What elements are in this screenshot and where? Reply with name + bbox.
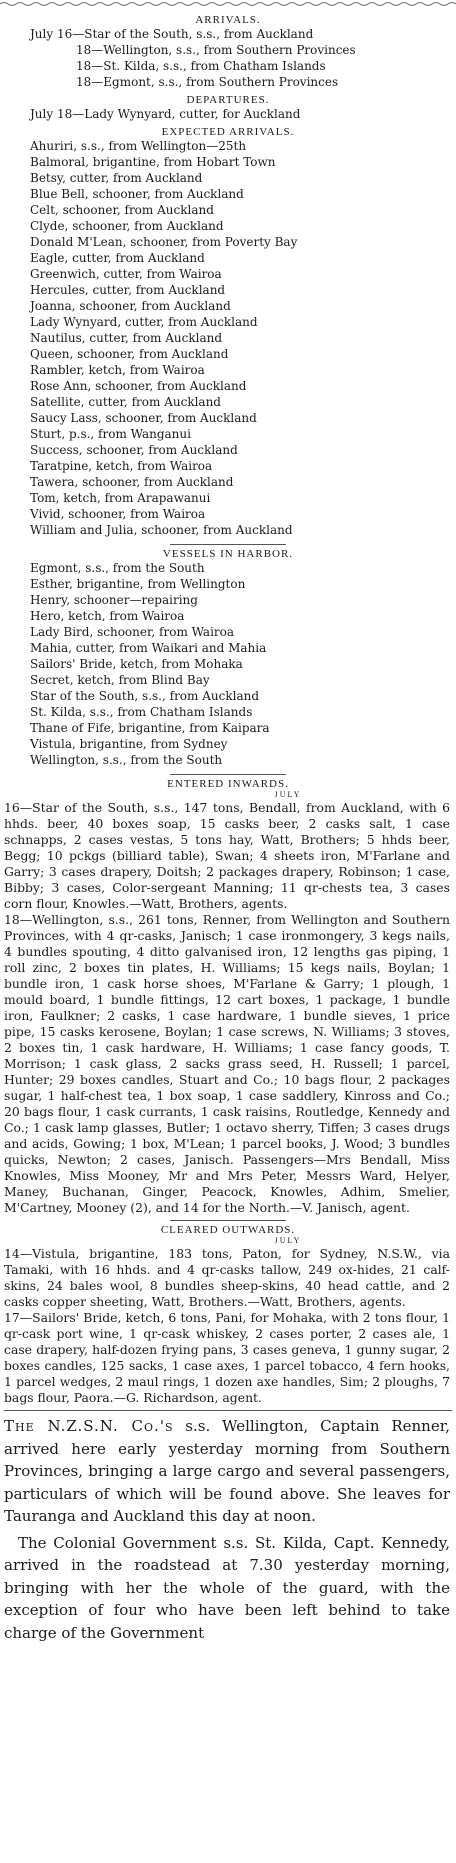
list-item: Balmoral, brigantine, from Hobart Town [30, 155, 276, 169]
list-item: Tom, ketch, from Arapawanui [30, 491, 211, 505]
list-item: Thane of Fife, brigantine, from Kaipara [30, 721, 270, 735]
entry-paragraph: 16—Star of the South, s.s., 147 tons, Bendall, from Auckland, with 6 hhds. beer, 40 boxes soap, 15 casks beer, 2 casks salt, 1 case schnapps, 2 cases vestas, 5 tons hay, Watt, Brothers; 5 hhds beer, Begg; 10 pckgs (billiard table), Swan; 4 sheets iron, M'Farlane and Garry; 3 cases drapery, Doitsh; 2 packages drapery, Robinson; 1 case, Bibby; 3 cases, Color-sergeant Manning; 11 qr-chests tea, 3 cases corn flour, Knowles.—Watt, Brothers, agents. [4, 800, 450, 911]
inwards-heading: ENTERED INWARDS. [167, 778, 289, 790]
list-item: Lady Bird, schooner, from Wairoa [30, 625, 235, 639]
news-paragraph [4, 1415, 450, 1528]
harbor-list [30, 560, 456, 768]
list-item: Henry, schooner—repairing [30, 593, 198, 607]
arrivals-list [30, 26, 456, 90]
list-item: July 18—Lady Wynyard, cutter, for Auckland [30, 107, 301, 121]
list-item: Ahuriri, s.s., from Wellington—25th [30, 139, 247, 153]
list-item: Secret, ketch, from Blind Bay [30, 673, 210, 687]
news-lead: The N.Z.S.N. Co.'s [4, 1417, 174, 1435]
news-paragraph [4, 1532, 450, 1645]
list-item: Queen, schooner, from Auckland [30, 347, 229, 361]
list-item: Clyde, schooner, from Auckland [30, 219, 224, 233]
list-item: Sturt, p.s., from Wanganui [30, 427, 191, 441]
departures-heading: DEPARTURES. [186, 94, 270, 106]
list-item: 18—St. Kilda, s.s., from Chatham Islands [76, 59, 326, 73]
list-item: Sailors' Bride, ketch, from Mohaka [30, 657, 243, 671]
list-item: Rose Ann, schooner, from Auckland [30, 379, 247, 393]
list-item: Nautilus, cutter, from Auckland [30, 331, 223, 345]
entry-paragraph: 14—Vistula, brigantine, 183 tons, Paton, for Sydney, N.S.W., via Tamaki, with 16 hhds. and 4 qr-casks tallow, 249 ox-hides, 21 calf-skins, 24 bales wool, 8 bundles sheep-skins, 40 head cattle, and 2 casks copper sheeting, Watt, Brothers.—Watt, Brothers, agents. [4, 1246, 450, 1309]
list-item: Egmont, s.s., from the South [30, 561, 205, 575]
list-item: Satellite, cutter, from Auckland [30, 395, 221, 409]
inwards-month: JULY [274, 790, 302, 799]
list-item: Saucy Lass, schooner, from Auckland [30, 411, 257, 425]
departures-list [30, 106, 456, 122]
list-item: Eagle, cutter, from Auckland [30, 251, 205, 265]
expected-list [30, 138, 456, 538]
list-item: Blue Bell, schooner, from Auckland [30, 187, 244, 201]
list-item: 18—Egmont, s.s., from Southern Provinces [76, 75, 339, 89]
list-item: Donald M'Lean, schooner, from Poverty Bay [30, 235, 298, 249]
list-item: Betsy, cutter, from Auckland [30, 171, 203, 185]
list-item: Hercules, cutter, from Auckland [30, 283, 226, 297]
outwards-heading: CLEARED OUTWARDS. [160, 1224, 296, 1236]
outwards-month: JULY [274, 1236, 302, 1245]
list-item: Greenwich, cutter, from Wairoa [30, 267, 222, 281]
list-item: Vivid, schooner, from Wairoa [30, 507, 206, 521]
news-text: The Colonial Government s.s. St. Kilda, Capt. Kennedy, arrived in the roadstead at 7.30 yesterday morning, bringing with her the whole of the guard, with the exception of four who have been left behind to take charge of the Government [4, 1533, 450, 1642]
news-text: s.s. Wellington, Captain Renner, arrived here early yesterday morning from Southern Provinces, bringing a large cargo and several passengers, particulars of which will be found above. She leaves for Tauranga and Auckland this day at noon. [4, 1417, 450, 1525]
list-item: July 16—Star of the South, s.s., from Auckland [30, 27, 314, 41]
list-item: Rambler, ketch, from Wairoa [30, 363, 205, 377]
harbor-heading: VESSELS IN HARBOR. [162, 548, 294, 560]
list-item: Taratpine, ketch, from Wairoa [30, 459, 213, 473]
list-item: Celt, schooner, from Auckland [30, 203, 214, 217]
list-item: Wellington, s.s., from the South [30, 753, 223, 767]
top-wavy-rule [0, 1, 456, 7]
expected-heading: EXPECTED ARRIVALS. [161, 126, 295, 138]
list-item: Joanna, schooner, from Auckland [30, 299, 231, 313]
list-item: Esther, brigantine, from Wellington [30, 577, 246, 591]
list-item: Hero, ketch, from Wairoa [30, 609, 185, 623]
list-item: Lady Wynyard, cutter, from Auckland [30, 315, 258, 329]
entry-paragraph: 17—Sailors' Bride, ketch, 6 tons, Pani, for Mohaka, with 2 tons flour, 1 qr-cask port wine, 1 qr-cask whiskey, 2 cases porter, 2 cases ale, 1 case drapery, half-dozen frying pans, 3 cases geneva, 1 gunny sugar, 2 boxes candles, 125 sacks, 1 case axes, 1 parcel tobacco, 4 fern hooks, 1 parcel wedges, 2 maul rings, 1 dozen axe handles, Sim; 2 ploughs, 7 bags flour, Paora.—G. Richardson, agent. [4, 1310, 450, 1405]
list-item: Tawera, schooner, from Auckland [30, 475, 234, 489]
arrivals-heading: ARRIVALS. [195, 14, 261, 26]
entry-paragraph: 18—Wellington, s.s., 261 tons, Renner, from Wellington and Southern Provinces, with 4 qr-casks, Janisch; 1 case ironmongery, 3 kegs nails, 4 bundles spouting, 4 ditto galvanised iron, 12 lengths gas piping, 1 roll zinc, 2 boxes tin plates, H. Williams; 15 kegs nails, Boylan; 1 bundle iron, 1 cask horse shoes, M'Farlane & Garry; 1 plough, 1 mould board, 1 bundle fittings, 12 cart boxes, 1 package, 1 bundle iron, Faulkner; 2 casks, 1 case hardware, 1 bundle sieves, 1 price pipe, 15 casks kerosene, Boylan; 1 case screws, N. Williams; 3 stoves, 2 boxes tin, 1 cask hardware, H. Williams; 1 case fancy goods, T. Morrison; 1 cask glass, 2 sacks grass seed, H. Russell; 1 parcel, Hunter; 29 boxes candles, Stuart and Co.; 10 bags flour, 2 packages sugar, 1 half-chest tea, 1 box soap, 1 case saddlery, Kinross and Co.; 20 bags flour, 1 cask currants, 1 cask raisins, Routledge, Kennedy and Co.; 1 cask lamp glasses, Butler; 1 octavo sherry, Tiffen; 3 cases drugs and acids, Gowing; 1 box, M'Lean; 1 parcel books, J. Wood; 3 bundles quicks, Newton; 2 cases, Janisch. Passengers—Mrs Bendall, Miss Knowles, Miss Mooney, Mr and Mrs Peter, Messrs Ward, Helyer, Maney, Buchanan, Ginger, Peacock, Knowles, Adhim, Smelier, M'Cartney, Mooney (2), and 14 for the North.—V. Janisch, agent. [4, 912, 450, 1215]
list-item: Vistula, brigantine, from Sydney [30, 737, 228, 751]
list-item: William and Julia, schooner, from Auckland [30, 523, 293, 537]
list-item: 18—Wellington, s.s., from Southern Provinces [76, 43, 356, 57]
list-item: St. Kilda, s.s., from Chatham Islands [30, 705, 253, 719]
list-item: Mahia, cutter, from Waikari and Mahia [30, 641, 267, 655]
list-item: Success, schooner, from Auckland [30, 443, 238, 457]
list-item: Star of the South, s.s., from Auckland [30, 689, 260, 703]
